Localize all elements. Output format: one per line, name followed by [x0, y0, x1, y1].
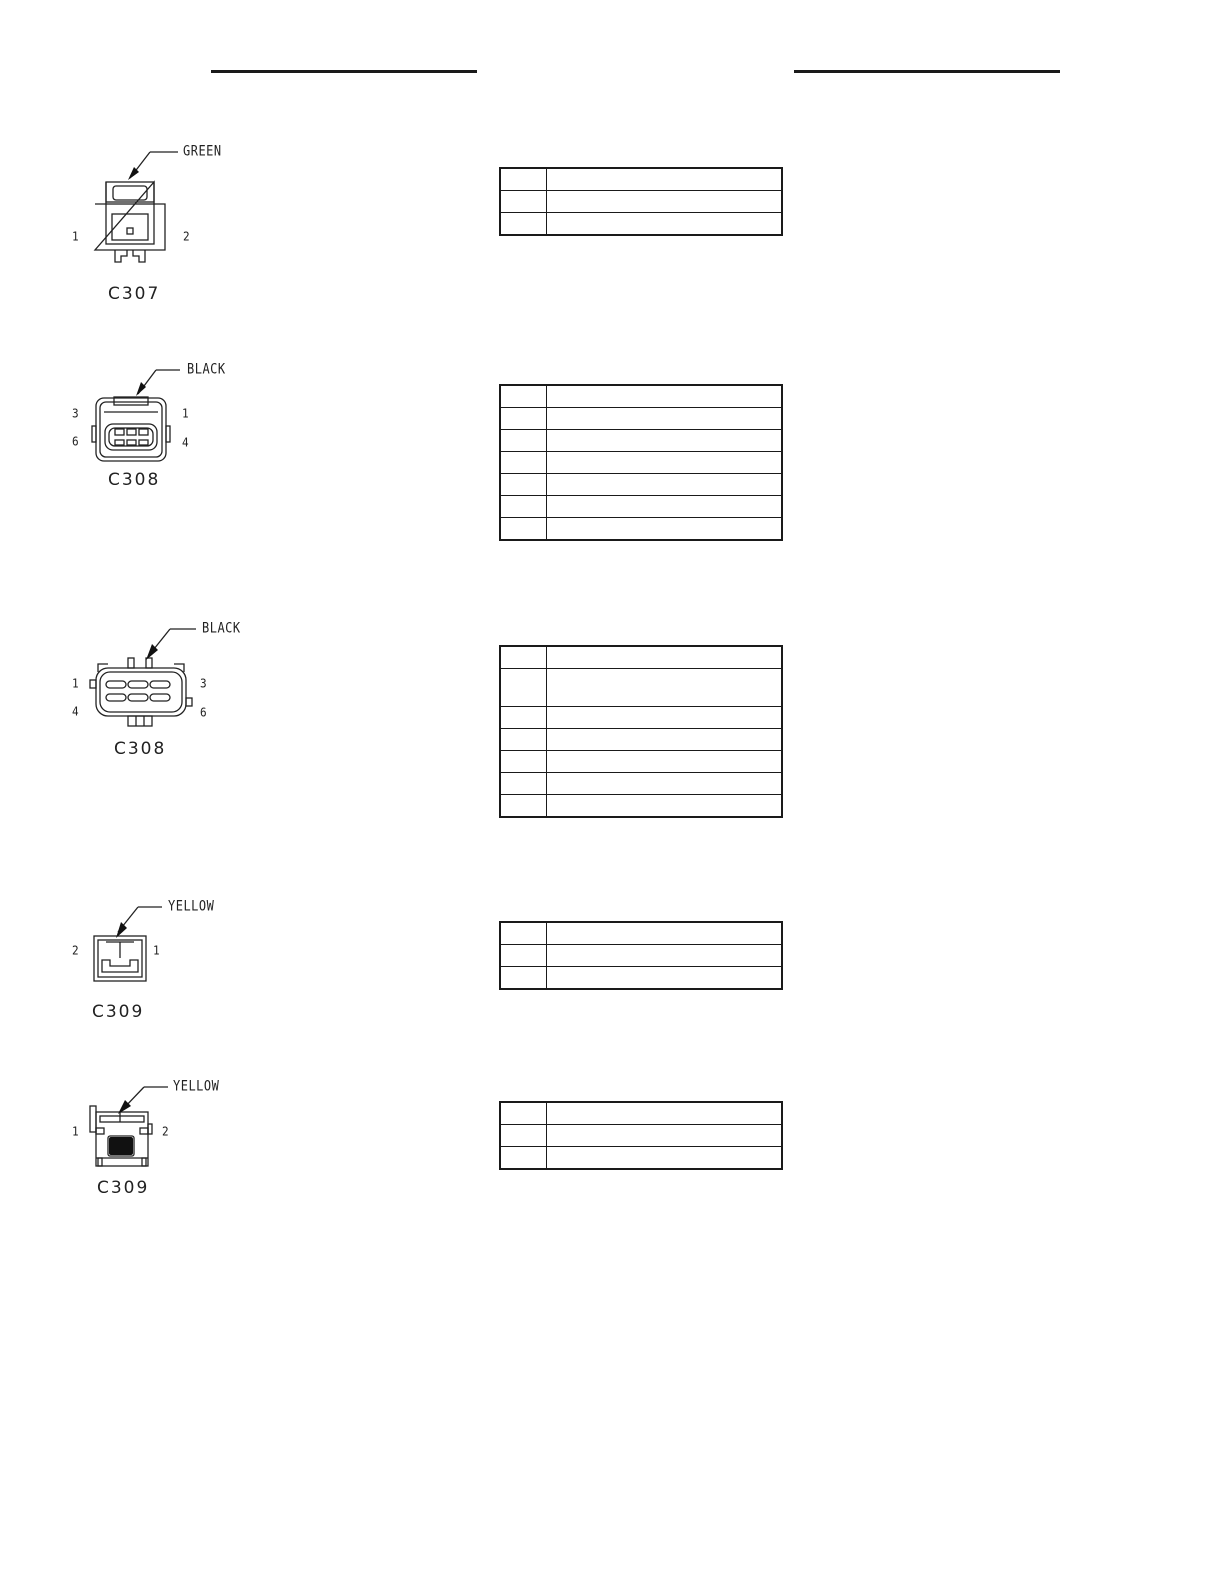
cavity-cell [500, 213, 547, 236]
c309-b-pin-2: 2 [162, 1124, 169, 1139]
function-cell [547, 773, 783, 795]
function-cell [547, 430, 783, 452]
c307-pinout-table [499, 167, 783, 236]
function-cell [547, 408, 783, 430]
c308-a-pin-3: 3 [72, 406, 79, 421]
cavity-cell [500, 646, 547, 669]
function-cell [547, 1125, 783, 1147]
c308-b-pin-6: 6 [200, 705, 207, 720]
c309-a-title: C309 [92, 1002, 145, 1022]
header-rule-right [794, 70, 1060, 73]
table-row [500, 385, 782, 408]
table-row [500, 213, 782, 236]
function-cell [547, 474, 783, 496]
cavity-cell [500, 751, 547, 773]
c307-title: C307 [108, 284, 161, 304]
cavity-cell [500, 168, 547, 191]
c309-b-pin-1: 1 [72, 1124, 79, 1139]
table-row [500, 945, 782, 967]
function-cell [547, 213, 783, 236]
function-cell [547, 518, 783, 541]
c308-a-pin-4: 4 [182, 435, 189, 450]
cavity-cell [500, 191, 547, 213]
c307-pin-2: 2 [183, 229, 190, 244]
cavity-cell [500, 518, 547, 541]
table-row [500, 669, 782, 707]
c308-a-pinout-table [499, 384, 783, 541]
cavity-cell [500, 1147, 547, 1170]
table-row [500, 967, 782, 990]
cavity-cell [500, 669, 547, 707]
cavity-cell [500, 385, 547, 408]
function-cell [547, 707, 783, 729]
c307-pin-1: 1 [72, 229, 79, 244]
c308-b-title: C308 [114, 739, 167, 759]
c308-b-pin-1: 1 [72, 676, 79, 691]
table-row [500, 1102, 782, 1125]
c308-b-pinout-table [499, 645, 783, 818]
cavity-cell [500, 452, 547, 474]
function-cell [547, 168, 783, 191]
function-cell [547, 669, 783, 707]
function-cell [547, 1147, 783, 1170]
table-row [500, 474, 782, 496]
c309-a-pin-1: 1 [153, 943, 160, 958]
c308-b-pin-3: 3 [200, 676, 207, 691]
table-row [500, 168, 782, 191]
table-row [500, 795, 782, 818]
cavity-cell [500, 795, 547, 818]
function-cell [547, 751, 783, 773]
table-row [500, 707, 782, 729]
function-cell [547, 729, 783, 751]
cavity-cell [500, 945, 547, 967]
cavity-cell [500, 474, 547, 496]
cavity-cell [500, 773, 547, 795]
function-cell [547, 967, 783, 990]
function-cell [547, 922, 783, 945]
c308-a-pin-1: 1 [182, 406, 189, 421]
c308-a-color-label: BLACK [187, 360, 226, 378]
function-cell [547, 646, 783, 669]
table-row [500, 1147, 782, 1170]
c309-b-title: C309 [97, 1178, 150, 1198]
cavity-cell [500, 729, 547, 751]
c309-b-pinout-table [499, 1101, 783, 1170]
table-row [500, 646, 782, 669]
table-row [500, 452, 782, 474]
c308-a-title: C308 [108, 470, 161, 490]
function-cell [547, 452, 783, 474]
cavity-cell [500, 967, 547, 990]
cavity-cell [500, 707, 547, 729]
table-row [500, 430, 782, 452]
c309-a-pin-2: 2 [72, 943, 79, 958]
c307-color-label: GREEN [183, 142, 222, 160]
function-cell [547, 795, 783, 818]
cavity-cell [500, 1102, 547, 1125]
table-row [500, 773, 782, 795]
table-row [500, 751, 782, 773]
function-cell [547, 945, 783, 967]
function-cell [547, 191, 783, 213]
table-row [500, 1125, 782, 1147]
table-row [500, 408, 782, 430]
cavity-cell [500, 408, 547, 430]
table-row [500, 191, 782, 213]
table-row [500, 729, 782, 751]
c309-b-color-label: YELLOW [173, 1077, 220, 1095]
cavity-cell [500, 496, 547, 518]
function-cell [547, 385, 783, 408]
connector-c309-b-drawing [0, 0, 300, 1220]
c309-a-color-label: YELLOW [168, 897, 215, 915]
c308-a-pin-6: 6 [72, 434, 79, 449]
function-cell [547, 1102, 783, 1125]
cavity-cell [500, 1125, 547, 1147]
c308-b-pin-4: 4 [72, 704, 79, 719]
cavity-cell [500, 922, 547, 945]
table-row [500, 496, 782, 518]
table-row [500, 518, 782, 541]
c309-a-pinout-table [499, 921, 783, 990]
c308-b-color-label: BLACK [202, 619, 241, 637]
cavity-cell [500, 430, 547, 452]
table-row [500, 922, 782, 945]
function-cell [547, 496, 783, 518]
